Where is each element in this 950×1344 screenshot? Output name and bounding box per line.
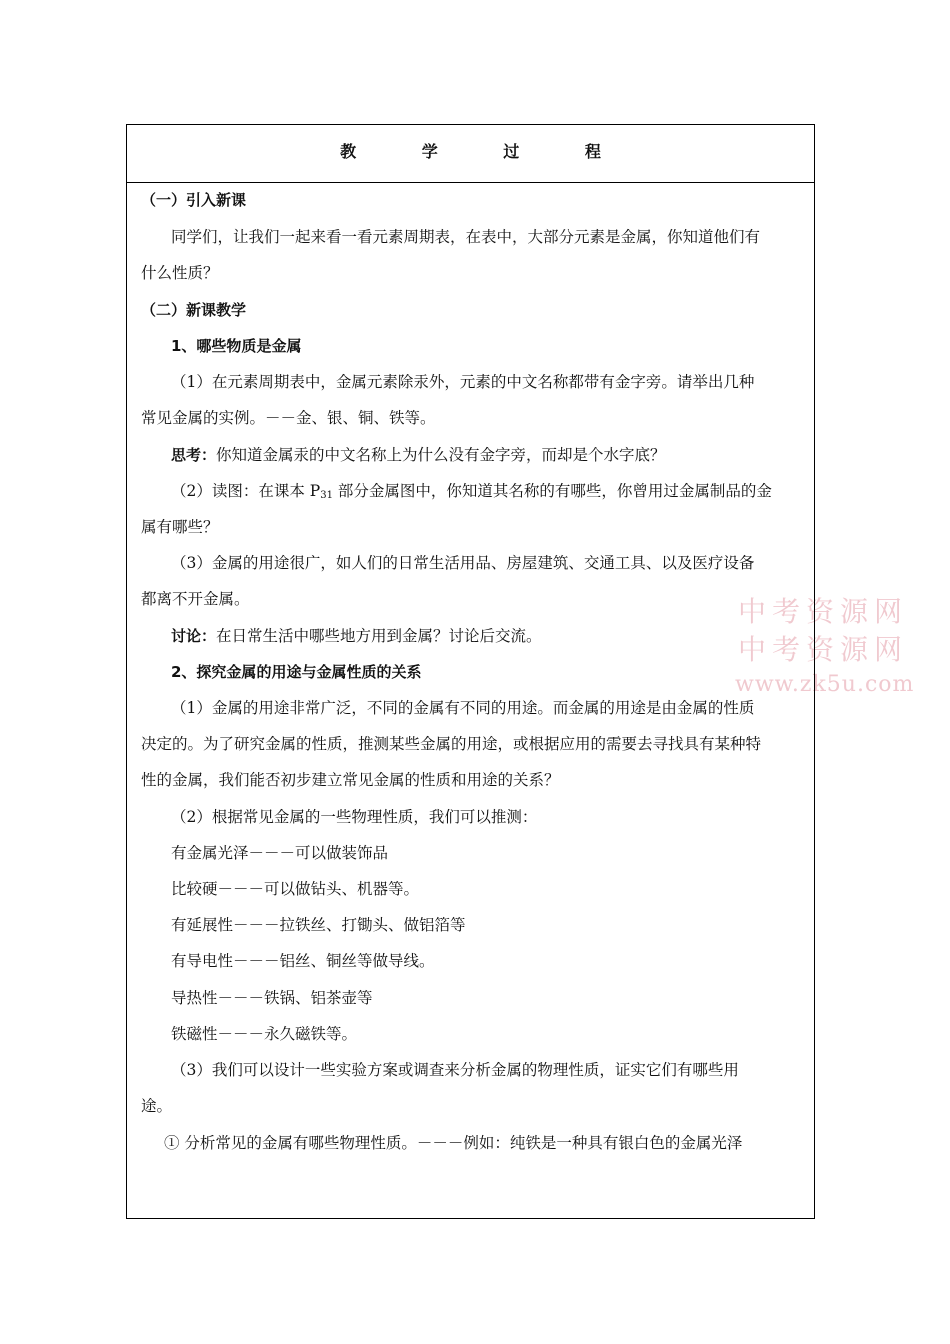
discuss-prompt bbox=[171, 626, 542, 646]
section-heading-teaching: （二）新课教学 bbox=[141, 301, 247, 319]
paragraph-line: 什么性质？ bbox=[141, 264, 219, 282]
think-label: 思考： bbox=[171, 446, 217, 464]
property-item: 有延展性－－－拉铁丝、打锄头、做铝箔等 bbox=[171, 916, 466, 934]
page-subscript: 31 bbox=[320, 490, 333, 501]
paragraph-line: 途。 bbox=[141, 1097, 173, 1115]
property-item: 铁磁性－－－永久磁铁等。 bbox=[171, 1025, 358, 1043]
paragraph-line: （1）金属的用途非常广泛，不同的金属有不同的用途。而金属的用途是由金属的性质 bbox=[171, 699, 755, 717]
property-item: 比较硬－－－可以做钻头、机器等。 bbox=[171, 880, 420, 898]
watermark-line-2: 中考资源网 bbox=[738, 633, 909, 666]
paragraph-line: 决定的。为了研究金属的性质，推测某些金属的用途，或根据应用的需要去寻找具有某种特 bbox=[141, 735, 762, 753]
property-item: 导热性－－－铁锅、铝茶壶等 bbox=[171, 989, 373, 1007]
lesson-table bbox=[126, 124, 815, 1219]
discuss-label: 讨论： bbox=[171, 627, 217, 645]
paragraph-line: （1）在元素周期表中，金属元素除汞外，元素的中文名称都带有金字旁。请举出几种 bbox=[171, 373, 755, 391]
paragraph-line: 常见金属的实例。－－金、银、铜、铁等。 bbox=[141, 409, 436, 427]
read-figure-text-a: （2）读图：在课本 P bbox=[171, 482, 321, 500]
paragraph-line: （2）根据常见金属的一些物理性质，我们可以推测： bbox=[171, 808, 538, 826]
paragraph-line bbox=[171, 481, 772, 506]
watermark-line-1: 中考资源网 bbox=[738, 595, 909, 628]
paragraph-line: 都离不开金属。 bbox=[141, 590, 250, 608]
table-header-title: 教 学 过 程 bbox=[340, 142, 631, 161]
discuss-text: 在日常生活中哪些地方用到金属？讨论后交流。 bbox=[216, 627, 542, 645]
table-header-row bbox=[127, 125, 814, 183]
paragraph-line: （3）金属的用途很广，如人们的日常生活用品、房屋建筑、交通工具、以及医疗设备 bbox=[171, 554, 755, 572]
read-figure-text-b: 部分金属图中，你知道其名称的有哪些，你曾用过金属制品的金 bbox=[332, 482, 772, 500]
property-item: 有金属光泽－－－可以做装饰品 bbox=[171, 844, 389, 862]
paragraph-line: （3）我们可以设计一些实验方案或调查来分析金属的物理性质，证实它们有哪些用 bbox=[171, 1061, 739, 1079]
section-heading-intro: （一）引入新课 bbox=[141, 191, 247, 209]
think-question bbox=[171, 445, 666, 465]
subsection-heading-uses: 2、探究金属的用途与金属性质的关系 bbox=[171, 663, 422, 681]
think-text: 你知道金属汞的中文名称上为什么没有金字旁，而却是个水字底？ bbox=[216, 446, 666, 464]
paragraph-line: ① 分析常见的金属有哪些物理性质。－－－例如：纯铁是一种具有银白色的金属光泽 bbox=[164, 1134, 743, 1152]
paragraph-line: 同学们，让我们一起来看一看元素周期表，在表中，大部分元素是金属，你知道他们有 bbox=[171, 228, 761, 246]
paragraph-line: 属有哪些？ bbox=[141, 518, 219, 536]
property-item: 有导电性－－－铝丝、铜丝等做导线。 bbox=[171, 952, 435, 970]
subsection-heading-metals: 1、哪些物质是金属 bbox=[171, 337, 302, 355]
watermark-url: www.zk5u.com bbox=[735, 672, 915, 697]
paragraph-line: 性的金属，我们能否初步建立常见金属的性质和用途的关系？ bbox=[141, 771, 560, 789]
